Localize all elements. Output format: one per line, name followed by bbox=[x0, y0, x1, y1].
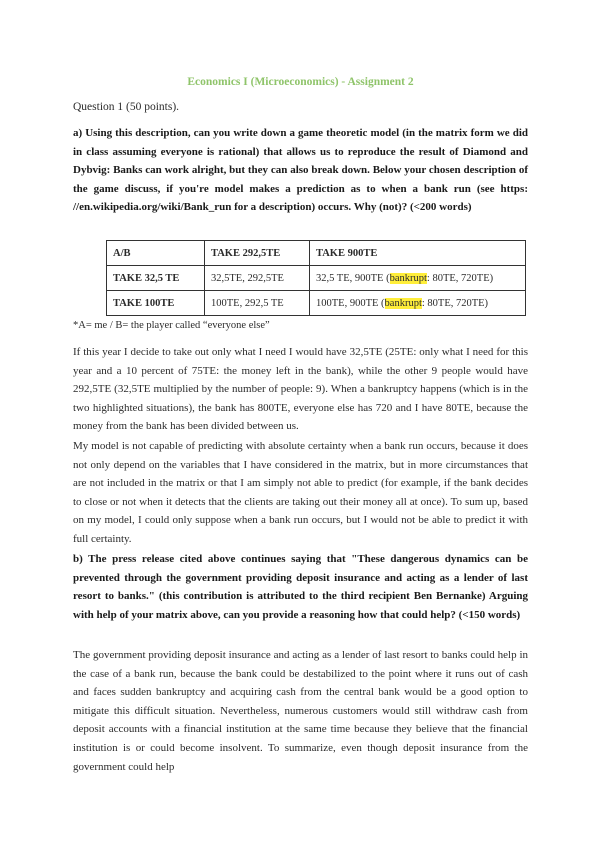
cell-text: : 80TE, 720TE) bbox=[426, 272, 494, 284]
table-cell bbox=[310, 266, 526, 291]
highlighted-text: bankrupt bbox=[384, 297, 422, 309]
table-row bbox=[107, 291, 526, 316]
question-heading: Question 1 (50 points). bbox=[73, 101, 180, 113]
table-cell: 32,5TE, 292,5TE bbox=[205, 266, 310, 291]
cell-text: 100TE, 900TE ( bbox=[316, 297, 385, 309]
question-part-a: a) Using this description, can you write down a game theoretic model (in the matrix form we did in class assuming everyone is rational) that allows us to reproduce the result of Diamond and Dybvig: Banks can work alright, but they can also break down. Below your chosen description of the game discuss, if you're model makes a prediction as to when a bank run (see https: //en.wikipedia.org/wiki/Bank_run for a description) occurs. Why (not)? (<200 words) bbox=[73, 127, 528, 214]
table-header-cell: TAKE 292,5TE bbox=[205, 241, 310, 266]
table-row-label: TAKE 32,5 TE bbox=[107, 266, 205, 291]
highlighted-text: bankrupt bbox=[389, 272, 427, 284]
table-row-label: TAKE 100TE bbox=[107, 291, 205, 316]
cell-text: 32,5 TE, 900TE ( bbox=[316, 272, 390, 284]
answer-a-paragraph-1: If this year I decide to take out only what I need I would have 32,5TE (25TE: only what I need for this year and a 10 percent of 75TE: the money left in the bank), while the other 9 people would have 292,5TE (32,5TE multiplied by the number of people: 9). When a bankruptcy happens (which is in the two highlighted situations), the bank has 800TE, everyone else has 720 and I have 80TE, because the money from the bank has been divided between us. bbox=[73, 346, 528, 433]
question-part-b: b) The press release cited above continues saying that "These dangerous dynamics can be prevented through the government providing deposit insurance and acting as a lender of last resort to banks." (this contribution is attributed to the third recipient Ben Bernanke) Arguing with help of your matrix above, can you provide a reasoning how that could help? (<150 words) bbox=[73, 553, 528, 621]
table-cell bbox=[310, 291, 526, 316]
answer-a-paragraph-2: My model is not capable of predicting with absolute certainty when a bank run occurs, because it does not only depend on the variables that I have considered in the matrix, but in more circumstances that are not included in the matrix or that I am simply not able to predict (for example, if the bank decides to close or not when it detects that the clients are taking out their money all at once). To sum up, based on my model, I could only suppose when a bank run occurs, but I would not be able to predict it with full certainty. bbox=[73, 440, 528, 545]
table-cell: 100TE, 292,5 TE bbox=[205, 291, 310, 316]
table-row bbox=[107, 241, 526, 266]
table-footnote: *A= me / B= the player called “everyone else” bbox=[73, 320, 270, 331]
page-title: Economics I (Microeconomics) - Assignment 2 bbox=[187, 76, 414, 88]
table-header-cell: A/B bbox=[107, 241, 205, 266]
cell-text: : 80TE, 720TE) bbox=[421, 297, 489, 309]
answer-b-paragraph: The government providing deposit insurance and acting as a lender of last resort to banks could help in the case of a bank run, because the bank could be destabilized to the point where it runs out of cash and faces sudden bankruptcy and acquiring cash from the central bank would be a good option to mitigate this difficult situation. Nevertheless, numerous customers would still withdraw cash from deposit accounts with a financial institution at the same time because they believe that the financial institution is or could become insolvent. To summarize, even though deposit insurance from the government could help bbox=[73, 649, 528, 773]
payoff-matrix bbox=[106, 240, 526, 316]
table-header-cell: TAKE 900TE bbox=[310, 241, 526, 266]
table-row bbox=[107, 266, 526, 291]
